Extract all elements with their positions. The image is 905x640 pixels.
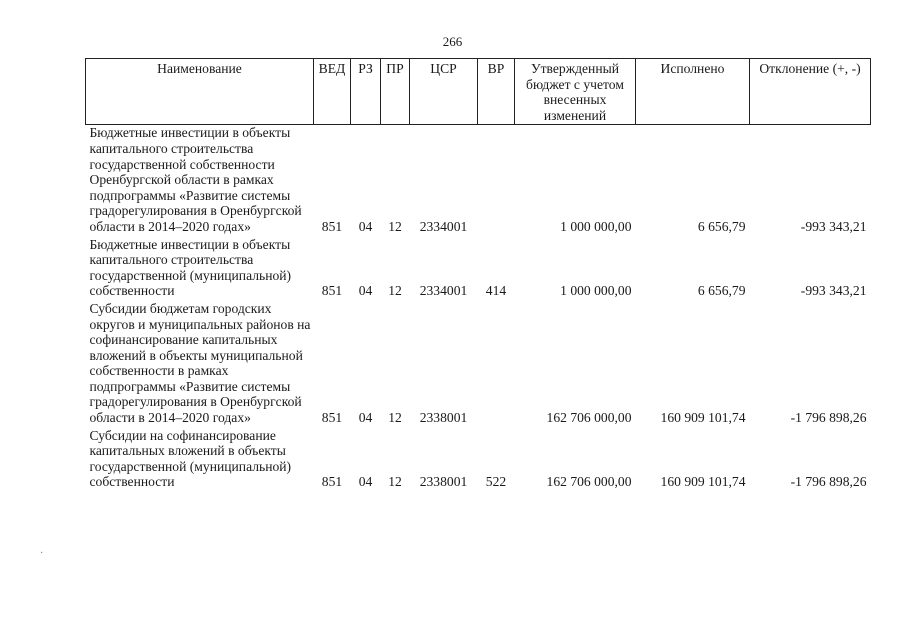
row-ved: 851 (321, 410, 343, 426)
header-executed: Исполнено (636, 59, 750, 125)
row-executed: 160 909 101,74 (660, 410, 746, 426)
header-ved: ВЕД (314, 59, 351, 125)
row-vr: 522 (485, 474, 507, 490)
row-deviation: -993 343,21 (800, 218, 867, 234)
row-deviation: -1 796 898,26 (790, 474, 867, 490)
row-rz: 04 (358, 410, 373, 426)
row-vr: 414 (485, 283, 507, 299)
row-pr: 12 (388, 410, 402, 426)
row-pr: 12 (388, 283, 402, 299)
row-rz: 04 (358, 283, 373, 299)
header-pr: ПР (381, 59, 410, 125)
header-vr: ВР (478, 59, 515, 125)
header-rz: РЗ (351, 59, 381, 125)
row-csr: 2334001 (419, 283, 468, 299)
page-number: 266 (442, 34, 463, 49)
table-row (86, 125, 871, 237)
header-budget: Утвержденный бюджет с учетом внесенных изменений (515, 59, 636, 125)
row-ved: 851 (321, 474, 343, 490)
row-rz: 04 (358, 474, 373, 490)
row-rz: 04 (358, 218, 373, 234)
row-budget: 1 000 000,00 (560, 218, 632, 234)
scan-mark: · (40, 548, 44, 559)
budget-table (85, 58, 871, 492)
row-vr (478, 301, 515, 428)
row-name: Субсидии на софинансирование капитальных вложений в объекты государственной (муниципальной) собственности (89, 427, 292, 490)
row-name: Бюджетные инвестиции в объекты капитального строительства государственной (муниципальной) собственности (89, 236, 292, 299)
header-csr: ЦСР (410, 59, 478, 125)
row-csr: 2334001 (419, 218, 468, 234)
table-header (86, 59, 871, 125)
header-name: Наименование (86, 59, 314, 125)
row-executed: 160 909 101,74 (660, 474, 746, 490)
row-deviation: -1 796 898,26 (790, 410, 867, 426)
row-csr: 2338001 (419, 410, 468, 426)
row-name: Субсидии бюджетам городских округов и муниципальных районов на софинансирование капитальных вложений в объекты муниципальной собственности в рамках подпрограммы «Развитие системы градорегулирования в Оренбургской области в 2014–2020 годах» (89, 300, 311, 426)
row-budget: 162 706 000,00 (546, 410, 632, 426)
row-vr (478, 125, 515, 237)
table-row (86, 237, 871, 301)
row-ved: 851 (321, 218, 343, 234)
row-budget: 1 000 000,00 (560, 283, 632, 299)
row-pr: 12 (388, 474, 402, 490)
row-executed: 6 656,79 (697, 283, 746, 299)
header-deviation: Отклонение (+, -) (750, 59, 871, 125)
table-row (86, 301, 871, 428)
row-deviation: -993 343,21 (800, 283, 867, 299)
row-budget: 162 706 000,00 (546, 474, 632, 490)
table-row (86, 428, 871, 492)
row-csr: 2338001 (419, 474, 468, 490)
table-body (86, 125, 871, 492)
row-executed: 6 656,79 (697, 218, 746, 234)
row-pr: 12 (388, 218, 402, 234)
row-name: Бюджетные инвестиции в объекты капитального строительства государственной собственности Оренбургской области в рамках подпрограммы «Развитие системы градорегулирования в Оренбургской области в 2014–2020 годах» (89, 125, 302, 234)
row-ved: 851 (321, 283, 343, 299)
